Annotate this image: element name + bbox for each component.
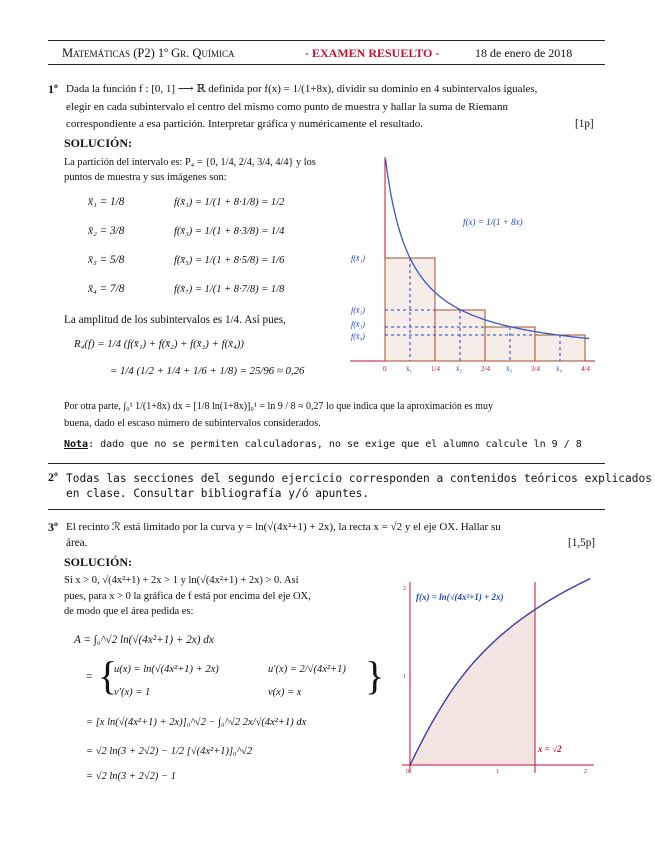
q3-sol-3: de modo que el área pedida es: — [64, 606, 194, 617]
q1-riemann-1: R₄(f) = 1/4 (f(x̄₁) + f(x̄₂) + f(x̄₃) + f(x̄₄)) — [74, 338, 244, 350]
q1-integral-line-2: buena, dado el escaso número de subintervalos considerados. — [64, 418, 321, 429]
q1-xlabel-5: x̄₃ — [506, 365, 512, 373]
q3-left-brace: { — [98, 653, 118, 698]
q1-note — [64, 437, 582, 451]
q3-xtick-1: 1 — [496, 769, 499, 775]
q1-ylabel-4: f(x̄₄) — [351, 332, 365, 341]
q2-text-1: Todas las secciones del segundo ejercicio corresponden a contenidos teóricos explicados — [66, 472, 652, 485]
q2-number: 2º — [48, 470, 58, 484]
header-subject: Matemáticas (P2) 1º Gr. Química — [62, 46, 235, 60]
q1-bottom-rule — [48, 463, 605, 464]
q3-xtick-2: 2 — [584, 769, 587, 775]
q1-xlabel-0: 0 — [383, 365, 387, 373]
q3-xtick-0: 0 — [406, 769, 409, 775]
q3-area-graph — [398, 578, 598, 778]
q1-statement-2: elegir en cada subintervalo el centro del mismo como punto de muestra y hallar la suma de Riemann — [66, 101, 508, 113]
q3-parts-dv: v′(x) = 1 — [114, 687, 151, 698]
q1-xlabel-6: 3/4 — [531, 365, 540, 373]
q3-sol-2: pues, para x > 0 la gráfica de f está por encima del eje OX, — [64, 591, 311, 602]
q1-sample-x-3: x̄₃ = 5/8 — [88, 254, 125, 266]
q1-sample-x-2: x̄₂ = 3/8 — [88, 225, 125, 237]
q3-eq-step-3: = √2 ln(3 + 2√2) − 1 — [86, 771, 176, 782]
q3-number: 3º — [48, 520, 58, 534]
header-badge: - EXAMEN RESUELTO - — [305, 46, 440, 60]
q3-eq-step-2: = √2 ln(3 + 2√2) − 1/2 [√(4x²+1)]₀^√2 — [86, 746, 253, 757]
q3-curve-label: f(x) = ln(√(4x²+1) + 2x) — [416, 592, 504, 602]
q1-sample-fx-3: f(x̄₅) = 1/(1 + 8·5/8) = 1/6 — [174, 255, 285, 266]
header-date: 18 de enero de 2018 — [475, 46, 573, 60]
q1-rect-3 — [485, 327, 535, 361]
header-bottom-rule — [48, 64, 605, 65]
q1-sample-x-1: x̄₁ = 1/8 — [88, 196, 125, 208]
q3-right-brace: } — [365, 653, 385, 698]
q2-text-2: en clase. Consultar bibliografía y/ó apuntes. — [66, 487, 370, 500]
q3-solution-label: SOLUCIÓN: — [64, 555, 133, 569]
q1-partition-2: puntos de muestra y sus imágenes son: — [64, 172, 227, 183]
q1-statement-1: Dada la función f : [0, 1] ⟶ ℝ definida por f(x) = 1/(1+8x), dividir su dominio en 4 subintervalos iguales, — [66, 83, 538, 95]
q1-riemann-2: = 1/4 (1/2 + 1/4 + 1/6 + 1/8) = 25/96 ≈ 0,26 — [110, 365, 305, 377]
q1-solution-label: SOLUCIÓN: — [64, 136, 133, 150]
q3-sol-1: Si x > 0, √(4x²+1) + 2x > 1 y ln(√(4x²+1) + 2x) > 0. Así — [64, 575, 299, 586]
q3-parts-v: v(x) = x — [268, 687, 302, 698]
q1-ylabel-3: f(x̄₃) — [351, 320, 365, 329]
q1-note-text: : dado que no se permiten calculadoras, no se exige que el alumno calcule ln 9 / 8 — [88, 439, 582, 450]
q1-xlabel-4: 2/4 — [481, 365, 490, 373]
q1-sample-fx-4: f(x̄₇) = 1/(1 + 8·7/8) = 1/8 — [174, 284, 285, 295]
q1-curve-label: f(x) = 1/(1 + 8x) — [463, 217, 523, 227]
q1-partition-1: La partición del intervalo es: P₄ = {0, 1/4, 2/4, 3/4, 4/4} y los — [64, 157, 316, 168]
q3-statement-1: El recinto ℛ está limitado por la curva y = ln(√(4x²+1) + 2x), la recta x = √2 y el eje OX. Hallar su — [66, 521, 501, 533]
q1-xlabel-7: x̄₄ — [556, 365, 562, 373]
q3-line-label: x = √2 — [538, 744, 562, 754]
q1-ylabel-2: f(x̄₂) — [351, 306, 365, 315]
q3-equals-parts: = — [86, 671, 93, 683]
q3-ytick-1: 1 — [403, 674, 406, 680]
q1-note-label: Nota — [64, 439, 89, 450]
q3-eq-step-1: = [x ln(√(4x²+1) + 2x)]₀^√2 − ∫₀^√2 2x/√(4x²+1) dx — [86, 717, 307, 728]
q3-eq-area: A = ∫₀^√2 ln(√(4x²+1) + 2x) dx — [74, 634, 214, 646]
q2-bottom-rule — [48, 509, 605, 510]
q1-sample-x-4: x̄₄ = 7/8 — [88, 283, 125, 295]
q1-points: [1p] — [575, 118, 594, 130]
q3-statement-2: área. — [66, 537, 88, 549]
q3-parts-u: u(x) = ln(√(4x²+1) + 2x) — [114, 664, 219, 675]
q3-parts-du: u′(x) = 2/√(4x²+1) — [268, 664, 346, 675]
q1-xlabel-8: 4/4 — [581, 365, 590, 373]
q1-number: 1º — [48, 82, 58, 96]
q1-sample-fx-2: f(x̄₃) = 1/(1 + 8·3/8) = 1/4 — [174, 226, 285, 237]
q1-ylabel-1: f(x̄₁) — [351, 254, 365, 263]
q1-xlabel-1: x̄₁ — [406, 365, 412, 373]
q1-xlabel-3: x̄₂ — [456, 365, 462, 373]
q3-points: [1,5p] — [568, 537, 596, 549]
q1-statement-3: correspondiente a esa partición. Interpretar gráfica y numéricamente el resultado. — [66, 118, 424, 130]
q1-integral-line: Por otra parte, ∫₀¹ 1/(1+8x) dx = [1/8 ln(1+8x)]₀¹ = ln 9 / 8 ≈ 0,27 lo que indica que la aproximación es muy — [64, 401, 493, 412]
q1-sample-fx-1: f(x̄₁) = 1/(1 + 8·1/8) = 1/2 — [174, 197, 285, 208]
q1-riemann-graph — [345, 155, 600, 380]
q3-ytick-2: 2 — [403, 586, 406, 592]
header-top-rule — [48, 40, 605, 41]
q3-area-fill — [410, 610, 535, 765]
q1-width-text: La amplitud de los subintervalos es 1/4. Así pues, — [64, 314, 286, 326]
q1-xlabel-2: 1/4 — [431, 365, 440, 373]
